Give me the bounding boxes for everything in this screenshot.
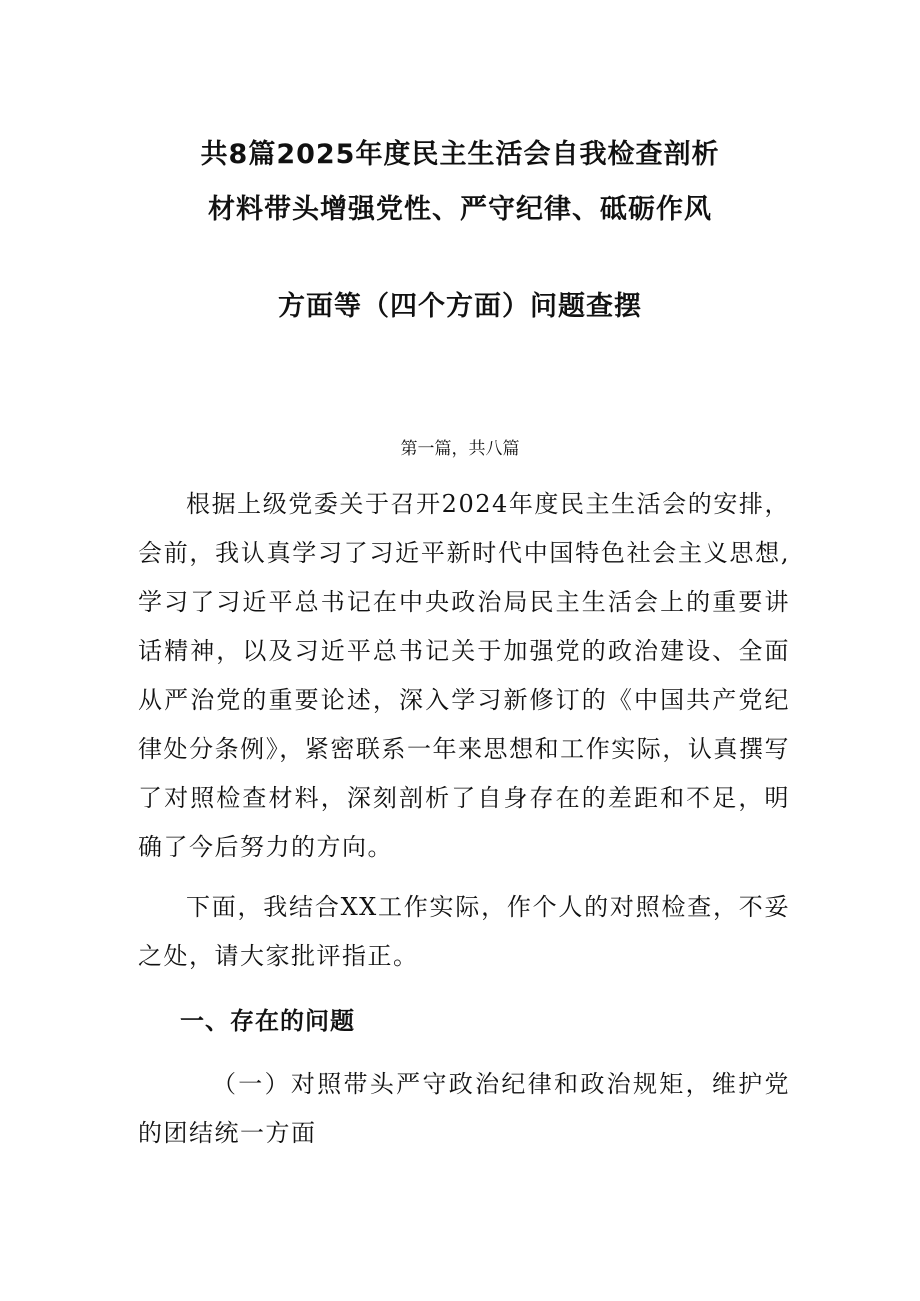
part-indicator: 第一篇，共八篇 xyxy=(400,439,520,459)
title-line-3: 方面等（四个方面）问题查摆 xyxy=(278,291,642,322)
subsection-heading-1: （一）对照带头严守政治纪律和政治规矩，维护党的团结统一方面 xyxy=(138,1070,790,1147)
title-line-2: 材料带头增强党性、严守纪律、砥砺作风 xyxy=(208,194,712,225)
title-line-1: 共8篇2025年度民主生活会自我检查剖析 xyxy=(200,139,720,170)
transition-paragraph: 下面，我结合XX工作实际，作个人的对照检查，不妥之处，请大家批评指正。 xyxy=(138,893,790,970)
section-heading-problems: 一、存在的问题 xyxy=(180,1007,355,1035)
intro-paragraph: 根据上级党委关于召开2024年度民主生活会的安排，会前，我认真学习了习近平新时代中国特色社会主义思想,学习了习近平总书记在中央政治局民主生活会上的重要讲话精神，以及习近平总书记关于加强党的政治建设、全面从严治党的重要论述，深入学习新修订的《中国共产党纪律处分条例》，紧密联系一年来思想和工作实际，认真撰写了对照检查材料，深刻剖析了自身存在的差距和不足，明确了今后努力的方向。 xyxy=(138,490,790,861)
